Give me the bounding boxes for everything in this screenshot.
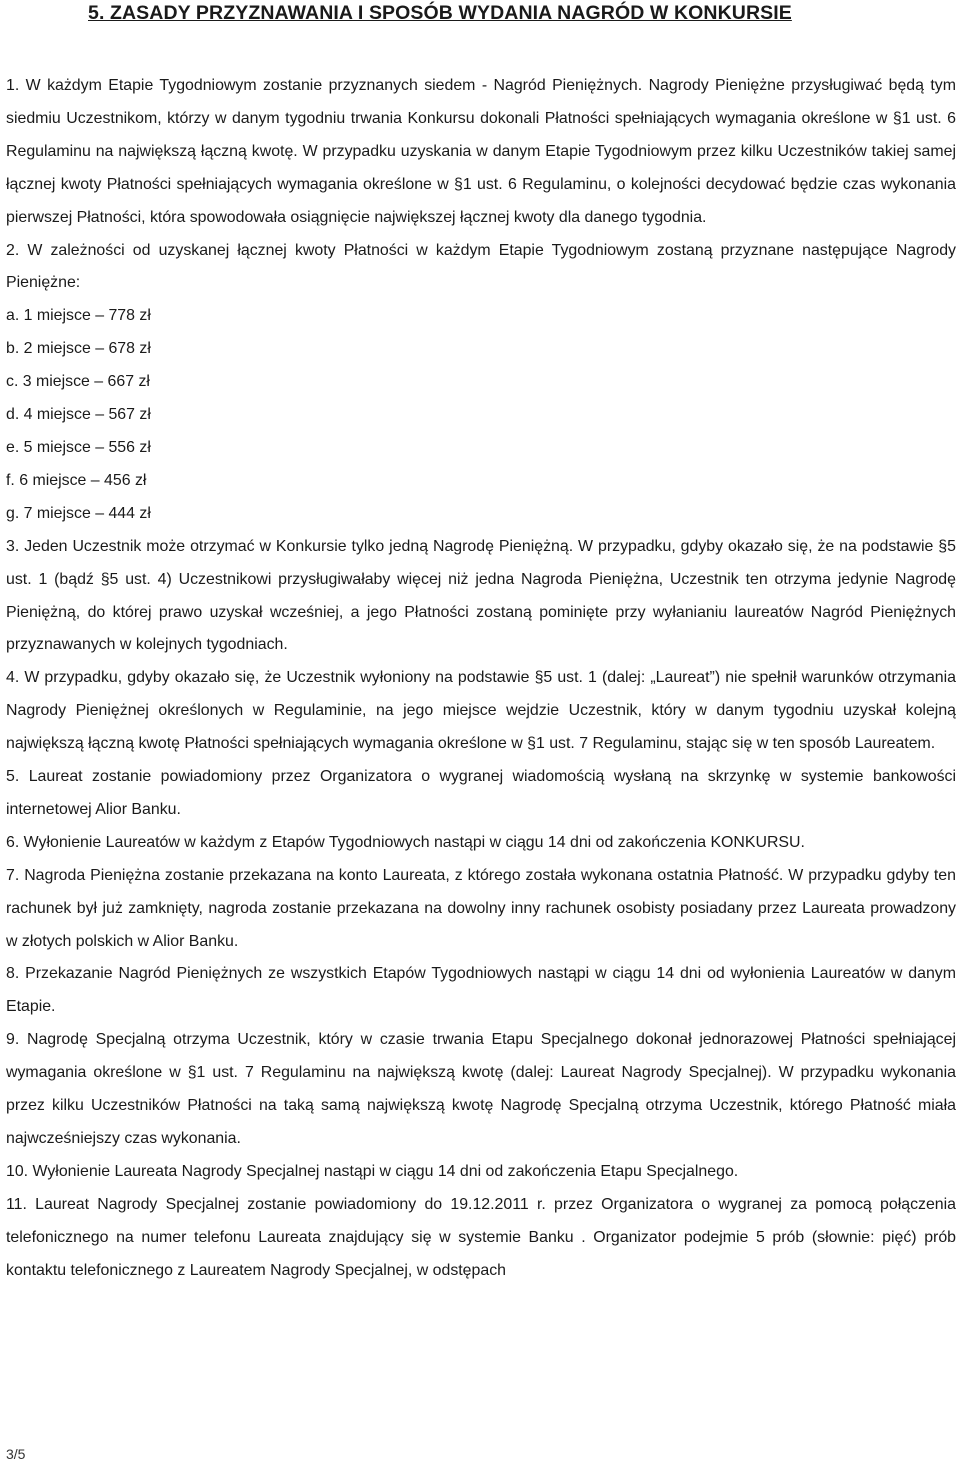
prize-list-item: d. 4 miejsce – 567 zł [6, 406, 151, 424]
prize-list-item: b. 2 miejsce – 678 zł [6, 340, 151, 358]
paragraph-10: 10. Wyłonienie Laureata Nagrody Specjalnej nastąpi w ciągu 14 dni od zakończenia Etapu Specjalnego. [6, 1162, 739, 1180]
paragraph-7: 7. Nagroda Pieniężna zostanie przekazana na konto Laureata, z którego została wykonana ostatnia Płatność. W przypadku gdyby ten rachunek był już zamknięty, nagroda zostanie przekazana na dowolny inny rachunek osobisty posiadany przez Laureata prowadzony w złotych polskich w Alior Banku. [6, 866, 956, 950]
prize-list [6, 300, 956, 530]
paragraph-11: 11. Laureat Nagrody Specjalnej zostanie powiadomiony do 19.12.2011 r. przez Organizatora o wygranej za pomocą połączenia telefonicznego na numer telefonu Laureata znajdujący się w systemie Banku . Organizator podejmie 5 prób (słownie: pięć) prób kontaktu telefonicznego z Laureatem Nagrody Specjalnej, w odstępach [6, 1195, 956, 1279]
paragraph-3: 3. Jeden Uczestnik może otrzymać w Konkursie tylko jedną Nagrodę Pieniężną. W przypadku, gdyby okazało się, że na podstawie §5 ust. 1 (bądź §5 ust. 4) Uczestnikowi przysługiwałaby więcej niż jedna Nagroda Pieniężna, Uczestnik ten otrzyma jedynie Nagrodę Pieniężną, do której prawo uzyskał wcześniej, a jego Płatności zostaną pominięte przy wyłanianiu laureatów Nagród Pieniężnych przyznawanych w kolejnych tygodniach. [6, 537, 956, 654]
paragraph-5: 5. Laureat zostanie powiadomiony przez Organizatora o wygranej wiadomością wysłaną na skrzynkę w systemie bankowości internetowej Alior Banku. [6, 768, 956, 818]
paragraph-6: 6. Wyłonienie Laureatów w każdym z Etapów Tygodniowych nastąpi w ciągu 14 dni od zakończenia KONKURSU. [6, 833, 805, 851]
paragraph-1: 1. W każdym Etapie Tygodniowym zostanie przyznanych siedem - Nagród Pieniężnych. Nagrody Pieniężne przysługiwać będą tym siedmiu Uczestnikom, którzy w danym tygodniu trwania Konkursu dokonali Płatności spełniających wymagania określone w §1 ust. 6 Regulaminu na największą łączną kwotę. W przypadku uzyskania w danym Etapie Tygodniowym przez kilku Uczestników takiej samej łącznej kwoty Płatności spełniających wymagania określone w §1 ust. 6 Regulaminu, o kolejności decydować będzie czas wykonania pierwszej Płatności, która spowodowała osiągnięcie największej łącznej kwoty dla danego tygodnia. [6, 77, 956, 226]
page-number: 3/5 [6, 1446, 26, 1462]
prize-list-item: f. 6 miejsce – 456 zł [6, 471, 147, 489]
section-title: 5. ZASADY PRZYZNAWANIA I SPOSÓB WYDANIA NAGRÓD W KONKURSIE [88, 2, 792, 24]
prize-list-item: a. 1 miejsce – 778 zł [6, 307, 151, 325]
prize-list-item: c. 3 miejsce – 667 zł [6, 373, 150, 391]
paragraph-8: 8. Przekazanie Nagród Pieniężnych ze wszystkich Etapów Tygodniowych nastąpi w ciągu 14 dni od wyłonienia Laureatów w danym Etapie. [6, 965, 956, 1016]
paragraph-9: 9. Nagrodę Specjalną otrzyma Uczestnik, który w czasie trwania Etapu Specjalnego dokonał jednorazowej Płatności spełniającej wymagania określone w §1 ust. 7 Regulaminu na największą kwotę (dalej: Laureat Nagrody Specjalnej). W przypadku wykonania przez kilku Uczestników Płatności na taką samą największą kwotę Nagrodę Specjalną otrzyma Uczestnik, którego Płatność miała najwcześniejszy czas wykonania. [6, 1031, 956, 1147]
prize-list-item: g. 7 miejsce – 444 zł [6, 504, 151, 522]
paragraph-4: 4. W przypadku, gdyby okazało się, że Uczestnik wyłoniony na podstawie §5 ust. 1 (dalej: „Laureat”) nie spełnił warunków otrzymania Nagrody Pieniężnej określonych w Regulaminie, na jego miejsce wejdzie Uczestnik, który w danym tygodniu uzyskał kolejną największą łączną kwotę Płatności spełniających wymagania określone w §1 ust. 7 Regulaminu, stając się w ten sposób Laureatem. [6, 669, 956, 753]
document-body [6, 70, 956, 1288]
paragraph-2: 2. W zależności od uzyskanej łącznej kwoty Płatności w każdym Etapie Tygodniowym zostaną przyznane następujące Nagrody Pieniężne: [6, 241, 956, 292]
prize-list-item: e. 5 miejsce – 556 zł [6, 438, 151, 456]
